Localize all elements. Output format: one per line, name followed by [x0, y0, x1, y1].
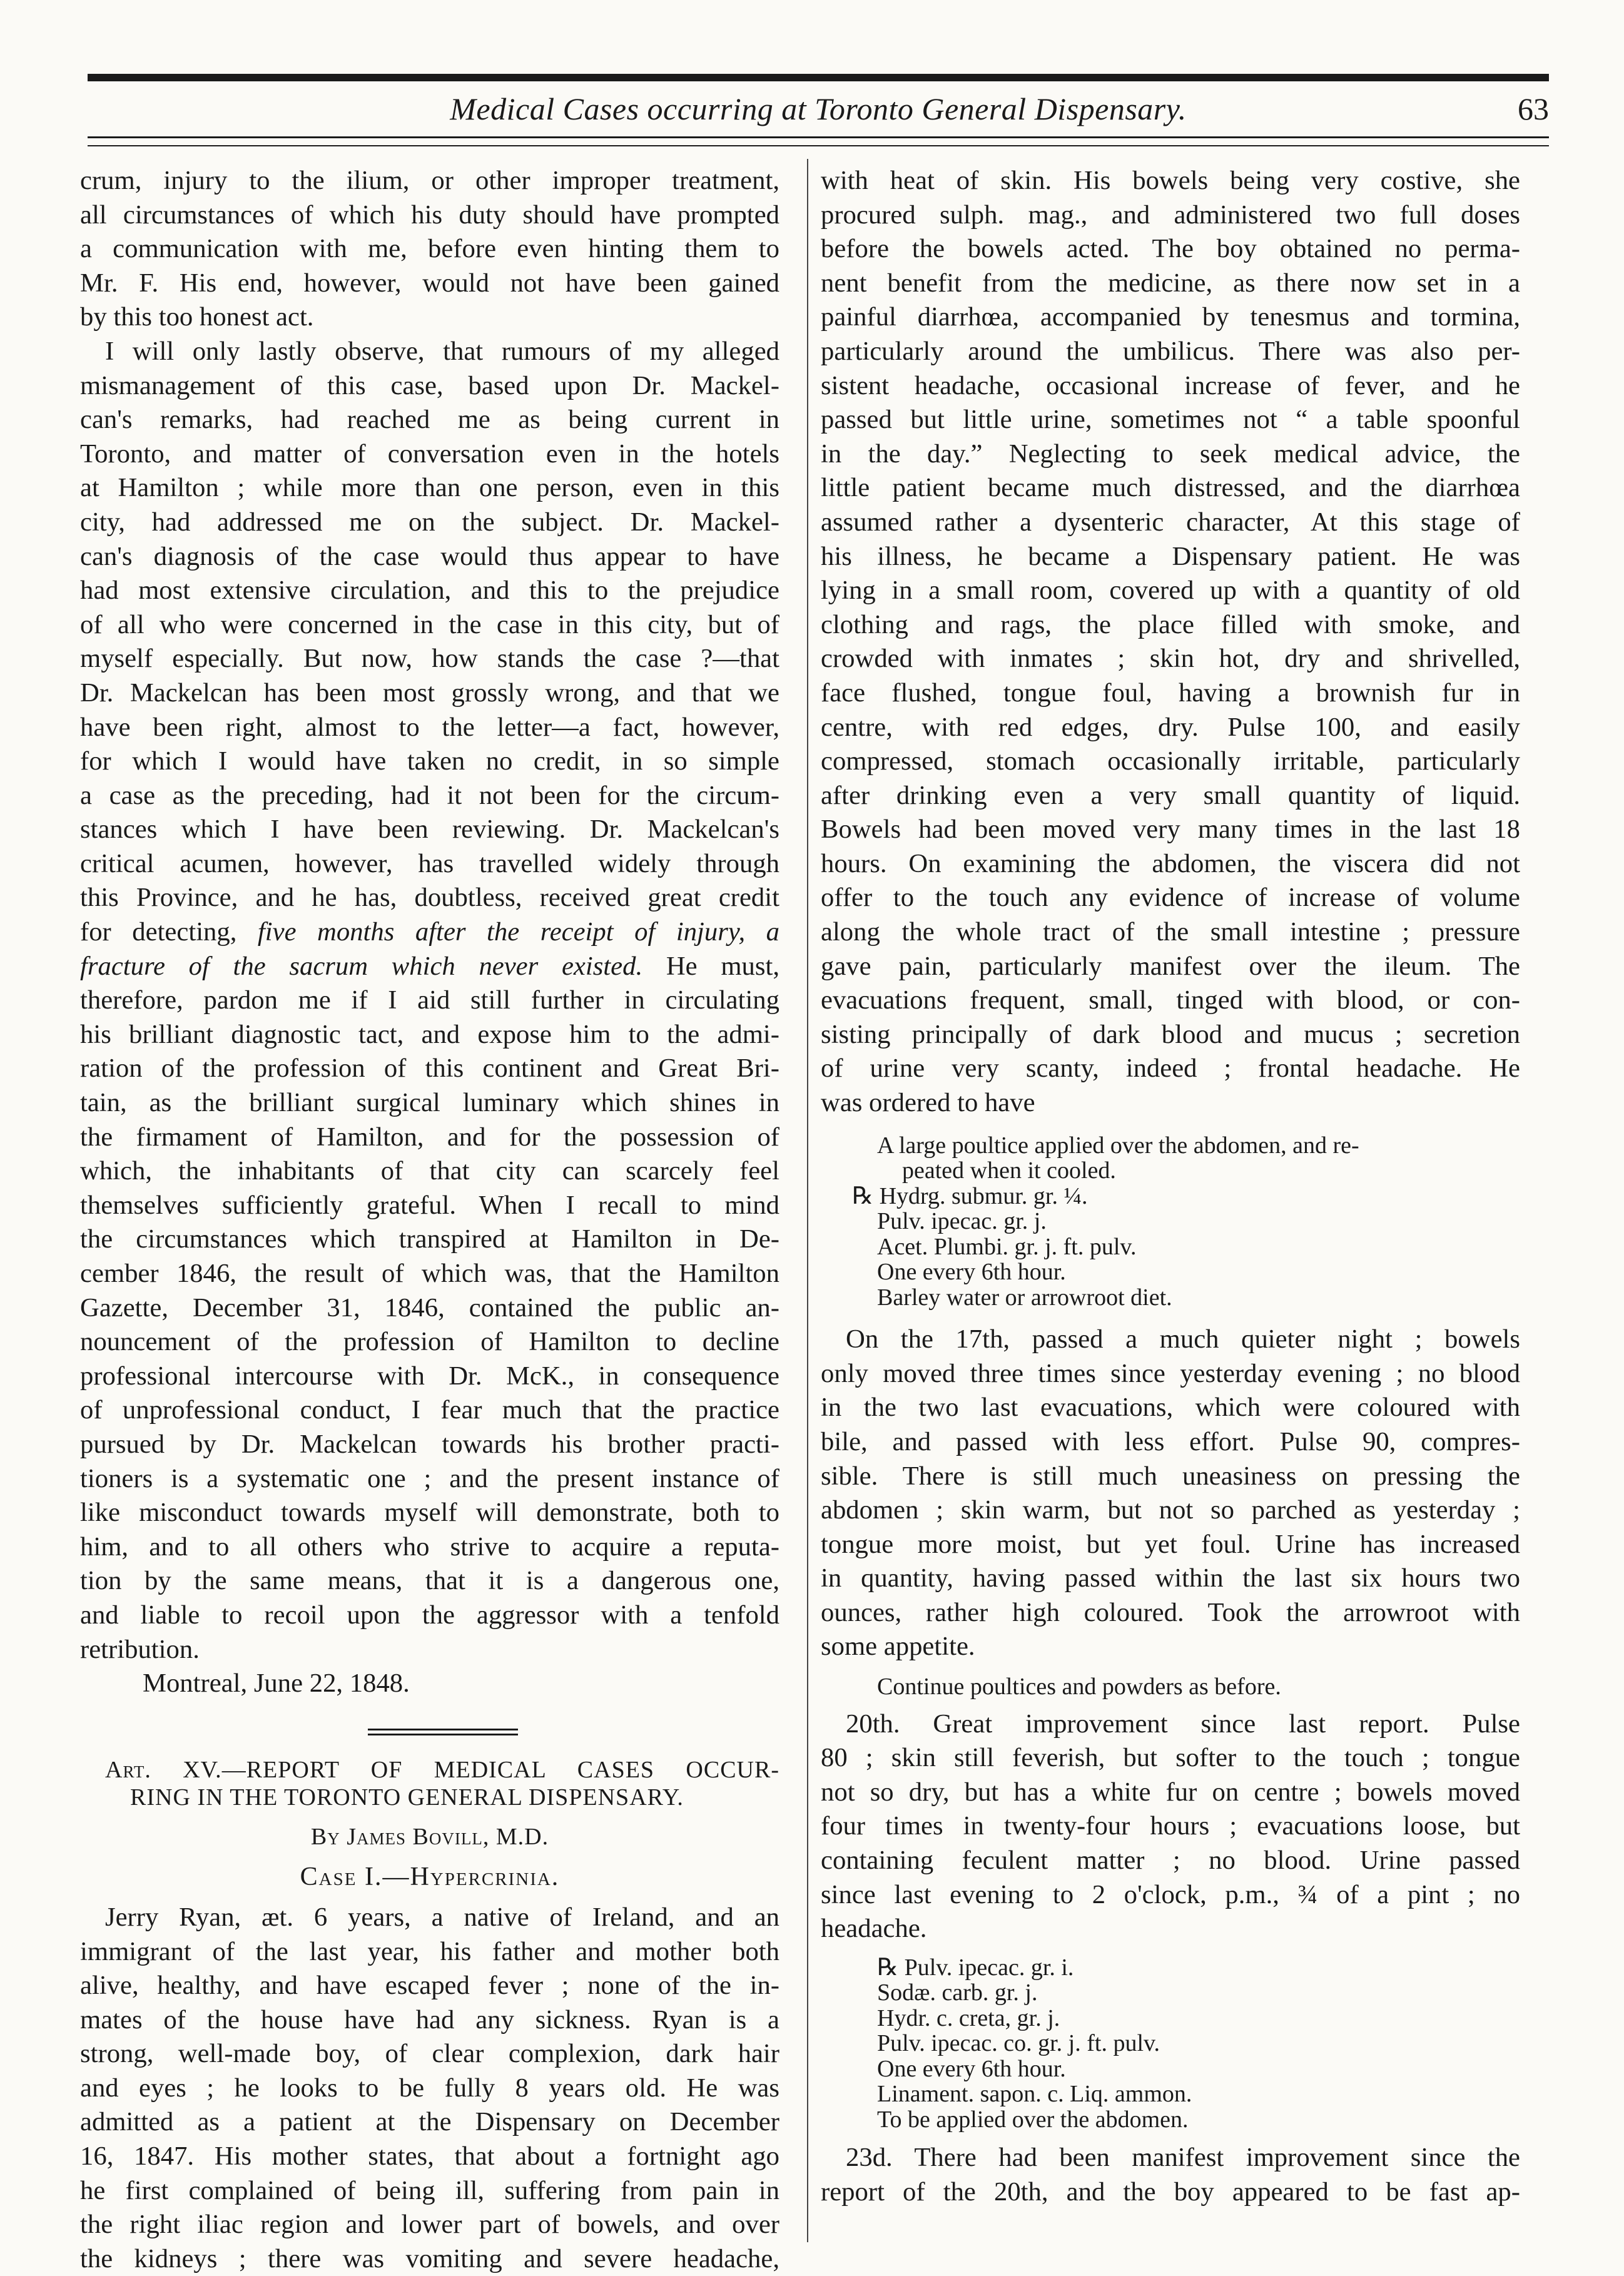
text-line: before the bowels acted. The boy obtained no perma- [821, 234, 1520, 264]
text-line: hours. On examining the abdomen, the viscera did not [821, 848, 1520, 878]
text-line: city, had addressed me on the subject. Dr. Mackel- [80, 507, 779, 537]
text-line: bile, and passed with less effort. Pulse 90, compres- [821, 1426, 1520, 1456]
text-line: evacuations frequent, small, tinged with blood, or con- [821, 985, 1520, 1015]
text-line: and liable to recoil upon the aggressor with a tenfold [80, 1600, 779, 1630]
paragraph-20th [821, 1707, 1520, 1946]
text-line: ration of the profession of this continent and Great Bri- [80, 1054, 779, 1084]
prescription-line: Sodæ. carb. gr. j. [877, 1979, 1038, 2006]
text-line: gave pain, particularly manifest over the ileum. The [821, 951, 1520, 981]
text-line: nouncement of the profession of Hamilton to decline [80, 1327, 779, 1357]
text-line: in the two last evacuations, which were coloured with [821, 1393, 1520, 1423]
paragraph-rumours [80, 335, 779, 1667]
text-line: this Province, and he has, doubtless, received great credit [80, 883, 779, 913]
prescription-note: Continue poultices and powders as before. [877, 1674, 1281, 1700]
text-line: the kidneys ; there was vomiting and severe headache, [80, 2243, 779, 2273]
text-line: report of the 20th, and the boy appeared to be fast ap- [821, 2177, 1520, 2207]
text-line: little patient became much distressed, and the diarrhœa [821, 473, 1520, 503]
text-line: centre, with red edges, dry. Pulse 100, and easily [821, 712, 1520, 742]
text-line: crum, injury to the ilium, or other improper treatment, [80, 166, 779, 195]
text-line: Mr. F. His end, however, would not have been gained [80, 268, 779, 298]
text-line: not so dry, but has a white fur on centre ; bowels moved [821, 1777, 1520, 1807]
text-line: assumed rather a dysenteric character, At this stage of [821, 507, 1520, 537]
prescription-line: ℞ Hydrg. submur. gr. ¼. [852, 1182, 1088, 1209]
text-line: at Hamilton ; while more than one person, even in this [80, 473, 779, 503]
prescription-line: Pulv. ipecac. gr. j. [877, 1208, 1047, 1235]
text-line-with-italic [80, 950, 779, 984]
text-line: 16, 1847. His mother states, that about a fortnight ago [80, 2141, 779, 2172]
prescription-line: A large poultice applied over the abdomen, and re- [877, 1132, 1359, 1159]
text-line: myself especially. But now, how stands the case ?—that [80, 644, 779, 674]
text-line: with heat of skin. His bowels being very costive, she [821, 166, 1520, 195]
text-line: strong, well-made boy, of clear complexion, dark hair [80, 2039, 779, 2069]
text-line: professional intercourse with Dr. McK., in consequence [80, 1361, 779, 1391]
text-line: sisting principally of dark blood and mucus ; secretion [821, 1019, 1520, 1049]
text-line: a case as the preceding, had it not been for the circum- [80, 780, 779, 810]
text-line: immigrant of the last year, his father and mother both [80, 1936, 779, 1966]
text-line: by this too honest act. [80, 302, 314, 332]
text-line: critical acumen, however, has travelled widely through [80, 848, 779, 878]
section-divider [80, 1725, 779, 1737]
header-rule-thin [88, 145, 1549, 146]
prescription-line: ℞ Pulv. ipecac. gr. i. [877, 1954, 1074, 1981]
prescription-line: To be applied over the abdomen. [877, 2106, 1189, 2133]
text-line: face flushed, tongue foul, having a brownish fur in [821, 678, 1520, 708]
paragraph-23d [821, 2141, 1520, 2209]
running-title: Medical Cases occurring at Toronto General Dispensary. [450, 91, 1187, 126]
prescription-line: peated when it cooled. [902, 1157, 1116, 1184]
text-line: some appetite. [821, 1632, 975, 1662]
article-title-line: RING IN THE TORONTO GENERAL DISPENSARY. [130, 1784, 684, 1811]
paragraph-case-history [80, 1901, 779, 2276]
paragraph-continuation [80, 164, 779, 335]
text-line: the circumstances which transpired at Hamilton in De- [80, 1224, 779, 1254]
prescription-line: Barley water or arrowroot diet. [877, 1284, 1172, 1311]
text-line: sistent headache, occasional increase of fever, and he [821, 370, 1520, 400]
prescription-line: Pulv. ipecac. co. gr. j. ft. pulv. [877, 2030, 1160, 2057]
text-line: abdomen ; skin warm, but not so parched as yesterday ; [821, 1495, 1520, 1525]
text-line: was ordered to have [821, 1088, 1035, 1118]
text-line: I will only lastly observe, that rumours of my alleged [105, 336, 779, 366]
right-column [821, 164, 1520, 2209]
text-line: nent benefit from the medicine, as there now set in a [821, 268, 1520, 298]
text-line: passed but little urine, sometimes not “ a table spoonful [821, 405, 1520, 435]
page-header [88, 86, 1549, 131]
text-line: like misconduct towards myself will demonstrate, both to [80, 1498, 779, 1528]
text-line: crowded with inmates ; skin hot, dry and shrivelled, [821, 644, 1520, 674]
prescription-line: Linament. sapon. c. Liq. ammon. [877, 2081, 1192, 2108]
byline: By James Bovill, M.D. [310, 1823, 549, 1850]
prescription-line: One every 6th hour. [877, 1259, 1066, 1286]
text-line: admitted as a patient at the Dispensary on December [80, 2107, 779, 2137]
column-divider [807, 159, 808, 2242]
text-line: the firmament of Hamilton, and for the possession of [80, 1122, 779, 1152]
case-heading: Case I.—Hypercrinia. [300, 1862, 560, 1892]
text-line: the right iliac region and lower part of bowels, and over [80, 2210, 779, 2240]
header-rule [88, 136, 1549, 138]
text-line: Bowels had been moved very many times in the last 18 [821, 815, 1520, 845]
text-line: in quantity, having passed within the last six hours two [821, 1563, 1520, 1593]
text-line: him, and to all others who strive to acquire a reputa- [80, 1532, 779, 1562]
text-line: of all who were concerned in the case in this city, but of [80, 609, 779, 639]
text-line: tain, as the brilliant surgical luminary which shines in [80, 1088, 779, 1118]
italic-fragment: fracture of the sacrum which never existed. [80, 951, 643, 981]
text-line: containing feculent matter ; no blood. Urine passed [821, 1845, 1520, 1875]
text-fragment: He must, [642, 951, 779, 981]
prescription-line: One every 6th hour. [877, 2055, 1066, 2082]
text-line: retribution. [80, 1634, 200, 1664]
text-line: can's diagnosis of the case would thus appear to have [80, 541, 779, 571]
text-line: Jerry Ryan, æt. 6 years, a native of Ireland, and an [105, 1902, 779, 1932]
paragraph-illness-progress [821, 164, 1520, 1120]
prescription-1 [821, 1133, 1520, 1311]
page-number: 63 [1518, 91, 1549, 126]
text-line: which, the inhabitants of that city can scarcely feel [80, 1156, 779, 1186]
text-line: 20th. Great improvement since last report. Pulse [846, 1709, 1520, 1739]
text-line-with-italic [80, 915, 779, 950]
text-line: Dr. Mackelcan has been most grossly wrong, and that we [80, 678, 779, 708]
text-line: his illness, he became a Dispensary patient. He was [821, 541, 1520, 571]
text-line: his brilliant diagnostic tact, and expose him to the admi- [80, 1019, 779, 1049]
text-line: painful diarrhœa, accompanied by tenesmus and tormina, [821, 302, 1520, 332]
text-line: since last evening to 2 o'clock, p.m., ¾ of a pint ; no [821, 1879, 1520, 1909]
text-line: after drinking even a very small quantity of liquid. [821, 780, 1520, 810]
text-line: Gazette, December 31, 1846, contained the public an- [80, 1293, 779, 1323]
text-line: tion by the same means, that it is a dangerous one, [80, 1566, 779, 1596]
text-line: offer to the touch any evidence of increase of volume [821, 883, 1520, 913]
top-thick-rule [88, 74, 1549, 81]
text-line: have been right, almost to the letter—a fact, however, [80, 712, 779, 742]
text-fragment: for detecting, [80, 917, 258, 947]
prescription-line: Hydr. c. creta, gr. j. [877, 2004, 1060, 2031]
text-line: On the 17th, passed a much quieter night ; bowels [846, 1324, 1520, 1354]
text-line: stances which I have been reviewing. Dr. Mackelcan's [80, 815, 779, 845]
prescription-line: Acet. Plumbi. gr. j. ft. pulv. [877, 1233, 1137, 1260]
text-line: particularly around the umbilicus. There was also per- [821, 336, 1520, 366]
text-line: all circumstances of which his duty should have prompted [80, 200, 779, 230]
text-line: 23d. There had been manifest improvement since the [846, 2143, 1520, 2173]
text-line: only moved three times since yesterday evening ; no blood [821, 1358, 1520, 1388]
left-column [80, 164, 779, 2276]
prescription-2 [821, 1955, 1520, 2133]
text-line: had most extensive circulation, and this to the prejudice [80, 576, 779, 606]
text-line: clothing and rags, the place filled with smoke, and [821, 609, 1520, 639]
text-line: he first complained of being ill, suffering from pain in [80, 2175, 779, 2205]
text-line: in the day.” Neglecting to seek medical advice, the [821, 439, 1520, 469]
text-line: pursued by Dr. Mackelcan towards his brother practi- [80, 1429, 779, 1459]
text-line: Toronto, and matter of conversation even in the hotels [80, 439, 779, 469]
text-line: mates of the house have had any sickness. Ryan is a [80, 2004, 779, 2035]
text-line: and eyes ; he looks to be fully 8 years old. He was [80, 2073, 779, 2103]
article-title-line [80, 1756, 779, 1784]
italic-fragment: five months after the receipt of injury, a [257, 917, 779, 947]
text-line: can's remarks, had reached me as being current in [80, 405, 779, 435]
text-line: tioners is a systematic one ; and the present instance of [80, 1463, 779, 1493]
text-line: sible. There is still much uneasiness on pressing the [821, 1461, 1520, 1491]
text-line: for which I would have taken no credit, in so simple [80, 746, 779, 776]
text-line: compressed, stomach occasionally irritable, particularly [821, 746, 1520, 776]
text-line: ounces, rather high coloured. Took the arrowroot with [821, 1597, 1520, 1627]
text-line: procured sulph. mag., and administered two full doses [821, 200, 1520, 230]
signoff-date: Montreal, June 22, 1848. [143, 1669, 410, 1699]
text-line: of urine very scanty, indeed ; frontal headache. He [821, 1054, 1520, 1084]
text-line: tongue more moist, but yet foul. Urine has increased [821, 1529, 1520, 1559]
text-line: 80 ; skin still feverish, but softer to the touch ; tongue [821, 1743, 1520, 1773]
text-line: themselves sufficiently grateful. When I recall to mind [80, 1190, 779, 1220]
text-line: along the whole tract of the small intestine ; pressure [821, 917, 1520, 947]
text-line: alive, healthy, and have escaped fever ; none of the in- [80, 1971, 779, 2001]
text-line: mismanagement of this case, based upon Dr. Mackel- [80, 370, 779, 400]
paragraph-17th [821, 1323, 1520, 1664]
article-label: Art. XV. [105, 1756, 222, 1783]
text-line: four times in twenty-four hours ; evacuations loose, but [821, 1811, 1520, 1841]
text-line: of unprofessional conduct, I fear much that the practice [80, 1395, 779, 1425]
article-title-part: —REPORT OF MEDICAL CASES OCCUR- [221, 1756, 779, 1783]
article-heading [80, 1756, 779, 1811]
text-line: a communication with me, before even hinting them to [80, 234, 779, 264]
text-line: headache. [821, 1914, 927, 1944]
text-line: therefore, pardon me if I aid still further in circulating [80, 985, 779, 1015]
text-line: lying in a small room, covered up with a quantity of old [821, 576, 1520, 606]
text-line: cember 1846, the result of which was, that the Hamilton [80, 1259, 779, 1288]
